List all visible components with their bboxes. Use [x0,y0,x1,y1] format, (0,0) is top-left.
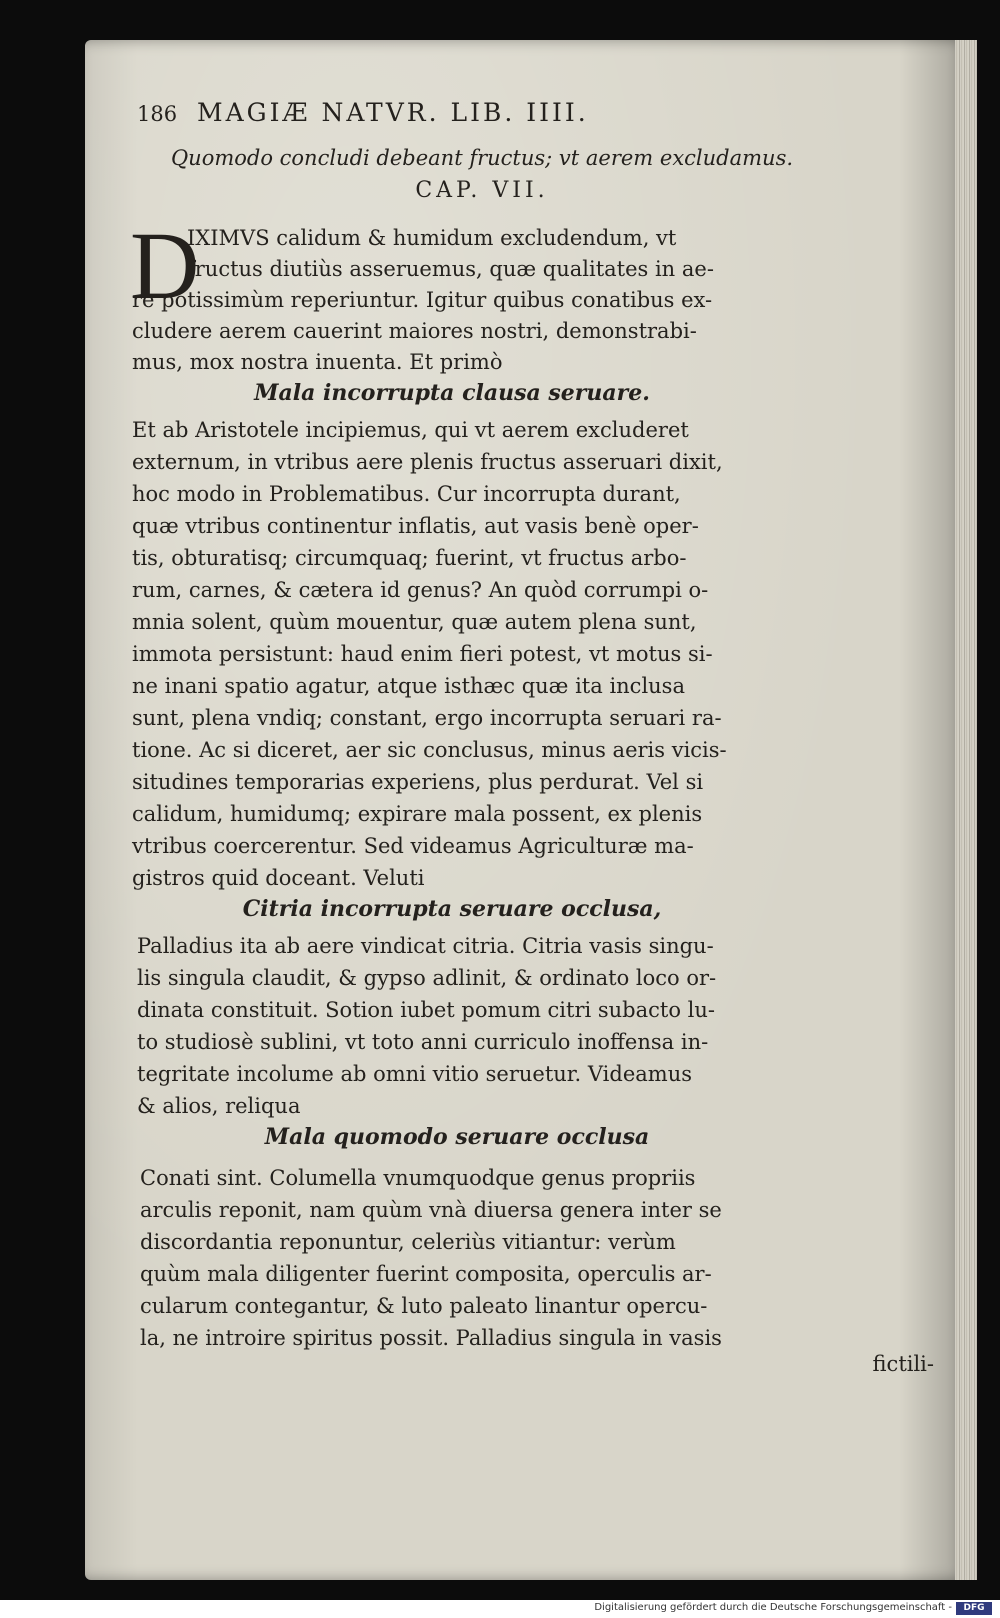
text-line: calidum, humidumq; expirare mala possent, ex plenis [132,802,703,826]
text-line: mnia solent, quùm mouentur, quæ autem plena sunt, [132,610,697,634]
text-line: cularum contegantur, & luto paleato linantur opercu- [140,1294,708,1318]
text-line: gistros quid doceant. Veluti [132,866,425,890]
text-line: IXIMVS calidum & humidum excludendum, vt [187,226,677,250]
text-line: fructus diutiùs asseruemus, quæ qualitates in ae- [187,257,714,281]
text-line: situdines temporarias experiens, plus perdurat. Vel si [132,770,704,794]
chapter-number: CAP. VII. [415,178,549,203]
text-line: la, ne introire spiritus possit. Palladius singula in vasis [140,1326,722,1350]
text-line: lis singula claudit, & gypso adlinit, & ordinato loco or- [137,966,717,990]
chapter-title: Quomodo concludi debeant fructus; vt aerem excludamus. [170,146,794,170]
text-line: mus, mox nostra inuenta. Et primò [132,350,503,374]
text-line: Et ab Aristotele incipiemus, qui vt aerem excluderet [132,418,689,442]
text-line: ne inani spatio agatur, atque isthæc quæ ita inclusa [132,674,685,698]
text-line: & alios, reliqua [137,1094,301,1118]
text-line: re potissimùm reperiuntur. Igitur quibus conatibus ex- [132,288,713,312]
running-head [137,96,757,136]
text-line: sunt, plena vndiq; constant, ergo incorrupta seruari ra- [132,706,722,730]
dfg-logo[interactable]: DFG [956,1602,992,1615]
text-line: immota persistunt: haud enim fieri potest, vt motus si- [132,642,713,666]
text-line: tegritate incolume ab omni vitio seruetur. Videamus [137,1062,692,1086]
text-line: tis, obturatisq; circumquaq; fuerint, vt fructus arbo- [132,546,687,570]
text-line: quùm mala diligenter fuerint composita, operculis ar- [140,1262,712,1286]
text-line: externum, in vtribus aere plenis fructus asseruari dixit, [132,450,723,474]
catchword: fictili- [872,1352,934,1376]
text-line: rum, carnes, & cætera id genus? An quòd corrumpi o- [132,578,709,602]
subheading-2: Citria incorrupta seruare occlusa, [242,896,662,922]
text-line: vtribus coercerentur. Sed videamus Agriculturæ ma- [132,834,694,858]
text-line: dinata constituit. Sotion iubet pomum citri subacto lu- [137,998,716,1022]
drop-capital: D [130,212,200,319]
page-edges [955,40,977,1580]
text-line: Conati sint. Columella vnumquodque genus propriis [140,1166,696,1190]
footer-credit: Digitalisierung gefördert durch die Deutsche Forschungsgemeinschaft - [594,1602,952,1613]
subheading-3: Mala quomodo seruare occlusa [264,1124,650,1150]
text-line: discordantia reponuntur, celeriùs vitiantur: verùm [140,1230,676,1254]
page-number: 186 [137,102,178,126]
text-line: cludere aerem cauerint maiores nostri, demonstrabi- [132,319,697,343]
text-line: quæ vtribus continentur inflatis, aut vasis benè oper- [132,514,699,538]
running-title: MAGIÆ NATVR. LIB. IIII. [197,98,589,127]
text-line: arculis reponit, nam quùm vnà diuersa genera inter se [140,1198,722,1222]
text-line: hoc modo in Problematibus. Cur incorrupta durant, [132,482,681,506]
text-line: Palladius ita ab aere vindicat citria. Citria vasis singu- [137,934,714,958]
subheading-1: Mala incorrupta clausa seruare. [254,380,650,406]
footer-bar [0,1600,1000,1618]
text-line: to studiosè sublini, vt toto anni curriculo inoffensa in- [137,1030,709,1054]
text-line: tione. Ac si diceret, aer sic conclusus, minus aeris vicis- [132,738,727,762]
